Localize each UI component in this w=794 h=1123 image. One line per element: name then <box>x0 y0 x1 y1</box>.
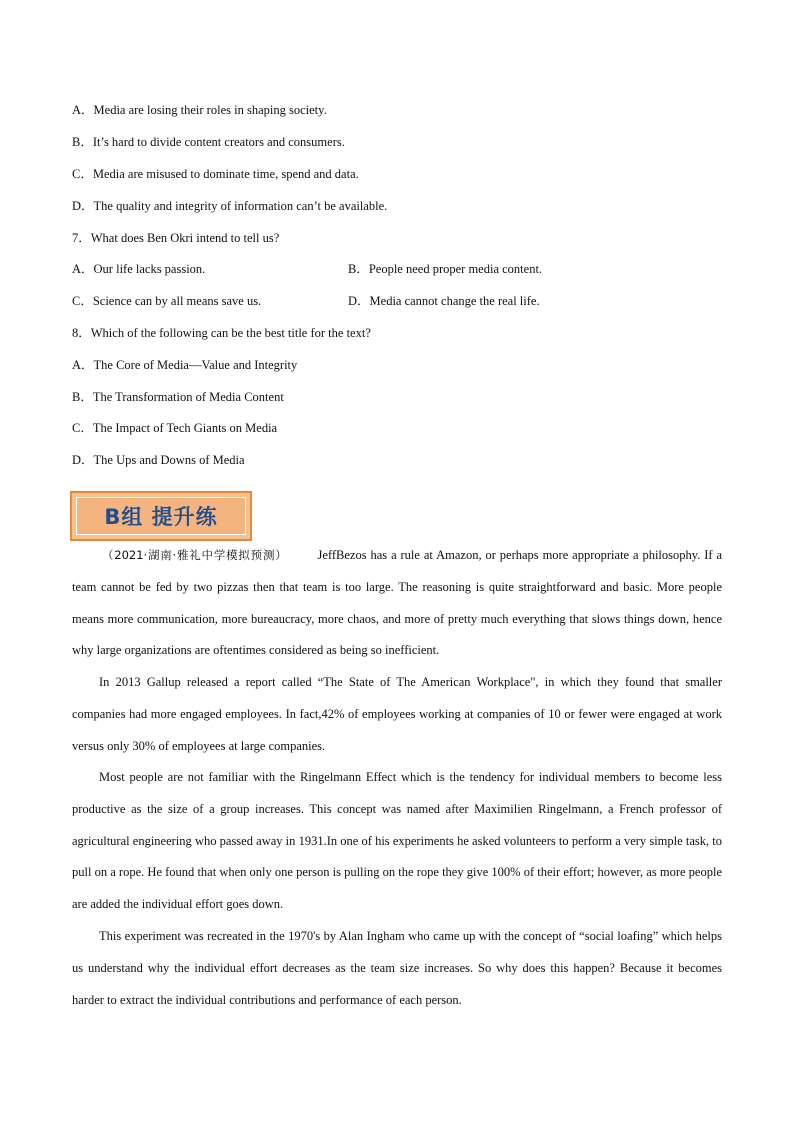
q7-option-d: D．Media cannot change the real life. <box>348 294 540 308</box>
passage-source: （2021·湖南·雅礼中学模拟预测） <box>102 548 288 562</box>
q8-option-c: C．The Impact of Tech Giants on Media <box>72 421 278 435</box>
passage-paragraph-1 <box>72 540 722 667</box>
q7-option-c: C．Science can by all means save us. <box>72 294 262 308</box>
q6-option-b: B．It’s hard to divide content creators and consumers. <box>72 135 345 149</box>
q8-option-d: D．The Ups and Downs of Media <box>72 453 245 467</box>
q7-option-b: B．People need proper media content. <box>348 262 543 276</box>
passage-paragraph-1-text: JeffBezos has a rule at Amazon, or perhaps more appropriate a philosophy. If a team cannot be fed by two pizzas then that team is too large. The reasoning is quite straightforward and basic. More people means more communication, more bureaucracy, more chaos, and more of pretty much everything that slows things down, hence why large organizations are oftentimes considered as being so inefficient. <box>72 548 723 658</box>
section-banner-title: B组 提升练 <box>76 497 246 535</box>
q8-option-b: B．The Transformation of Media Content <box>72 390 284 404</box>
q8-stem: 8．Which of the following can be the best title for the text? <box>72 326 371 340</box>
q6-option-c: C．Media are misused to dominate time, spend and data. <box>72 167 359 181</box>
passage-paragraph-4: This experiment was recreated in the 1970's by Alan Ingham who came up with the concept of “social loafing” which helps us understand why the individual effort decreases as the team size increases. So why does this happen? Because it becomes harder to extract the individual contributions and performance of each person. <box>72 929 722 1007</box>
q6-option-d: D．The quality and integrity of information can’t be available. <box>72 199 388 213</box>
section-banner <box>70 491 252 541</box>
passage-paragraph-2: In 2013 Gallup released a report called “The State of The American Workplace", in which they found that smaller companies had more engaged employees. In fact,42% of employees working at companies of 10 or fewer were engaged at work versus only 30% of employees at large companies. <box>72 675 722 753</box>
q7-option-a: A．Our life lacks passion. <box>72 262 206 276</box>
q8-option-a: A．The Core of Media—Value and Integrity <box>72 358 298 372</box>
passage-paragraph-3: Most people are not familiar with the Ringelmann Effect which is the tendency for individual members to become less productive as the size of a group increases. This concept was named after Maximilien Ringelmann, a French professor of agricultural engineering who passed away in 1931.In one of his experiments he asked volunteers to perform a very simple task, to pull on a rope. He found that when only one person is pulling on the rope they give 100% of their effort; however, as more people are added the individual effort goes down. <box>72 770 722 912</box>
q7-stem: 7．What does Ben Okri intend to tell us? <box>72 231 280 245</box>
q6-option-a: A．Media are losing their roles in shaping society. <box>72 103 327 117</box>
